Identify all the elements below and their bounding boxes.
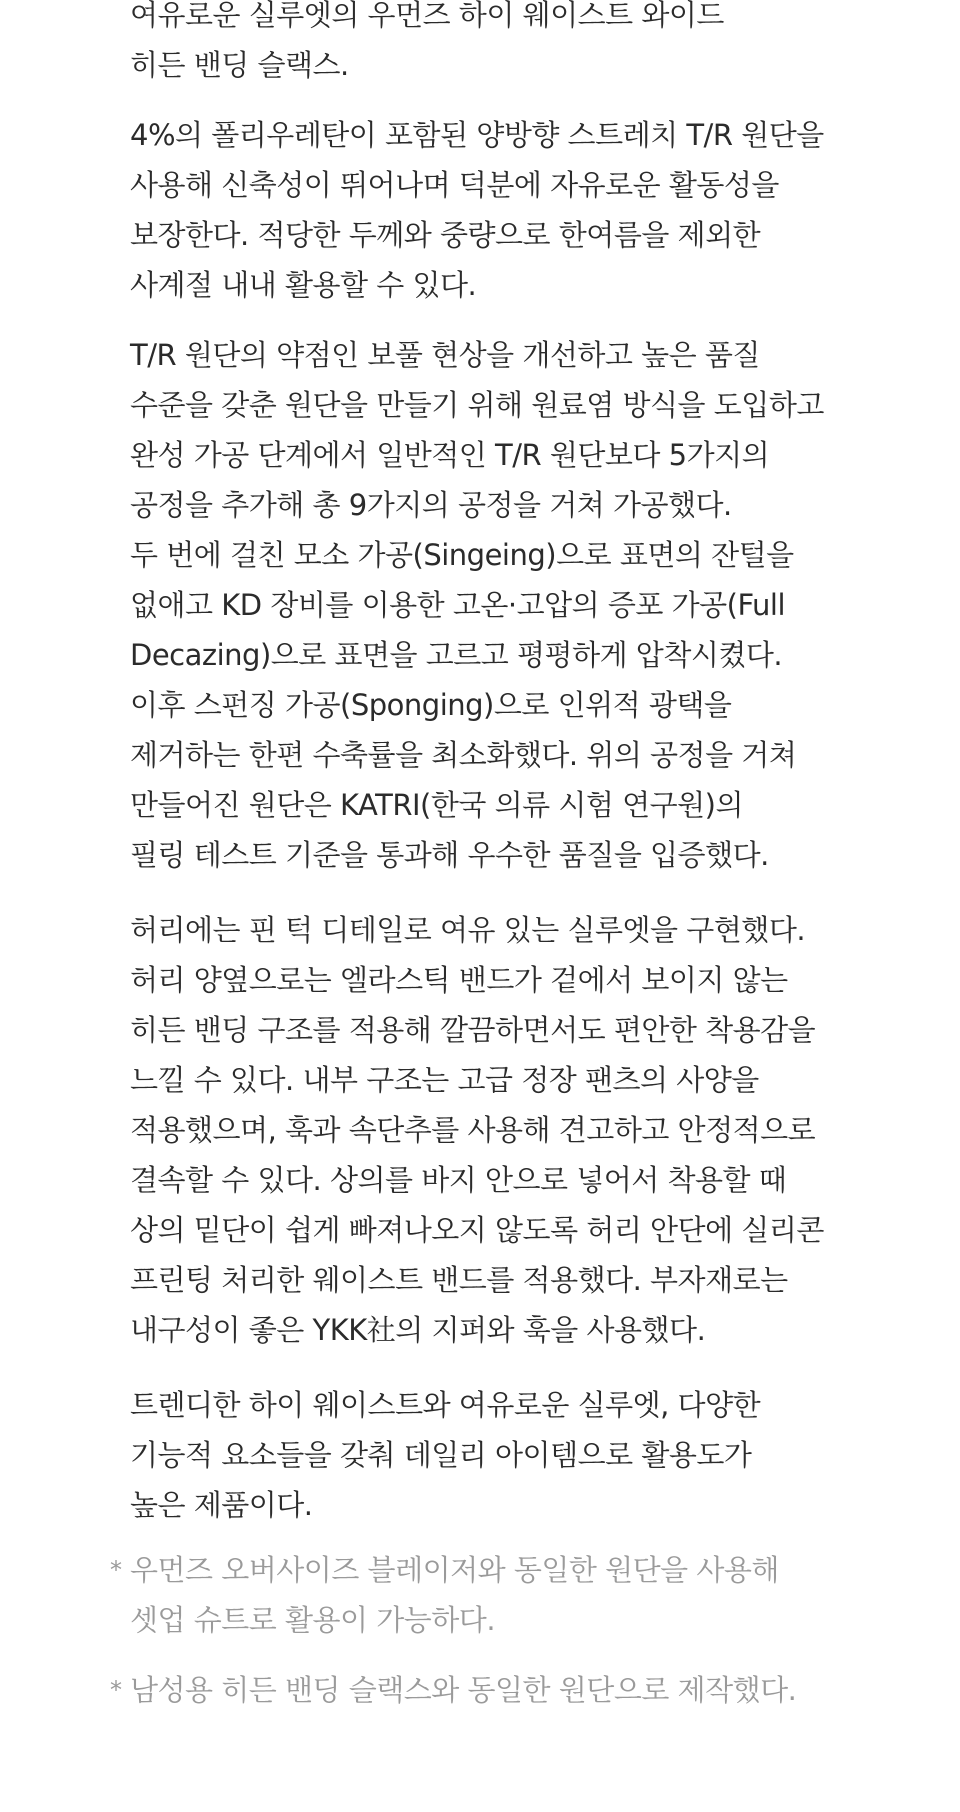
paragraph-line: 완성 가공 단계에서 일반적인 T/R 원단보다 5가지의 — [130, 438, 770, 472]
paragraph-line: 기능적 요소들을 갖춰 데일리 아이템으로 활용도가 — [130, 1438, 752, 1472]
paragraph-line: 없애고 KD 장비를 이용한 고온·고압의 증포 가공(Full — [130, 588, 786, 622]
paragraph-line: 이후 스펀징 가공(Sponging)으로 인위적 광택을 — [130, 688, 732, 722]
paragraph-line: 수준을 갖춘 원단을 만들기 위해 원료염 방식을 도입하고 — [130, 388, 824, 422]
footnote-blazer — [110, 1545, 910, 1645]
paragraph-line: T/R 원단의 약점인 보풀 현상을 개선하고 높은 품질 — [130, 338, 760, 372]
footnote-line — [110, 1545, 910, 1595]
footnote-text: 우먼즈 오버사이즈 블레이저와 동일한 원단을 사용해 — [130, 1553, 779, 1587]
paragraph-waist — [130, 905, 890, 1355]
paragraph-line: 보장한다. 적당한 두께와 중량으로 한여름을 제외한 — [130, 218, 761, 252]
paragraph-line: 사계절 내내 활용할 수 있다. — [130, 268, 477, 302]
paragraph-line: 사용해 신축성이 뛰어나며 덕분에 자유로운 활동성을 — [130, 168, 779, 202]
paragraph-line: 느낄 수 있다. 내부 구조는 고급 정장 팬츠의 사양을 — [130, 1063, 759, 1097]
paragraph-process — [130, 330, 890, 880]
paragraph-line: 적용했으며, 훅과 속단추를 사용해 견고하고 안정적으로 — [130, 1113, 816, 1147]
paragraph-line: 내구성이 좋은 YKK社의 지퍼와 훅을 사용했다. — [130, 1313, 706, 1347]
paragraph-line: 프린팅 처리한 웨이스트 밴드를 적용했다. 부자재로는 — [130, 1263, 788, 1297]
paragraph-line: 여유로운 실루엣의 우먼즈 하이 웨이스트 와이드 — [130, 0, 724, 32]
paragraph-intro — [130, 0, 890, 90]
footnote-text: 남성용 히든 밴딩 슬랙스와 동일한 원단으로 제작했다. — [130, 1673, 797, 1707]
paragraph-line: 필링 테스트 기준을 통과해 우수한 품질을 입증했다. — [130, 838, 769, 872]
paragraph-line: 히든 밴딩 슬랙스. — [130, 48, 349, 82]
asterisk-marker: * — [110, 1676, 122, 1704]
paragraph-line: 제거하는 한편 수축률을 최소화했다. 위의 공정을 거쳐 — [130, 738, 797, 772]
footnote-line: 셋업 슈트로 활용이 가능하다. — [130, 1603, 496, 1637]
paragraph-line: 히든 밴딩 구조를 적용해 깔끔하면서도 편안한 착용감을 — [130, 1013, 816, 1047]
paragraph-line: 높은 제품이다. — [130, 1488, 313, 1522]
paragraph-line: 두 번에 걸친 모소 가공(Singeing)으로 표면의 잔털을 — [130, 538, 794, 572]
paragraph-fabric — [130, 110, 890, 310]
asterisk-marker: * — [110, 1556, 122, 1584]
paragraph-summary — [130, 1380, 890, 1530]
paragraph-line: 트렌디한 하이 웨이스트와 여유로운 실루엣, 다양한 — [130, 1388, 761, 1422]
paragraph-line: 결속할 수 있다. 상의를 바지 안으로 넣어서 착용할 때 — [130, 1163, 787, 1197]
paragraph-line: 허리 양옆으로는 엘라스틱 밴드가 겉에서 보이지 않는 — [130, 963, 788, 997]
paragraph-line: 상의 밑단이 쉽게 빠져나오지 않도록 허리 안단에 실리콘 — [130, 1213, 824, 1247]
paragraph-line: 4%의 폴리우레탄이 포함된 양방향 스트레치 T/R 원단을 — [130, 118, 824, 152]
paragraph-line: 허리에는 핀 턱 디테일로 여유 있는 실루엣을 구현했다. — [130, 913, 806, 947]
paragraph-line: 공정을 추가해 총 9가지의 공정을 거쳐 가공했다. — [130, 488, 732, 522]
paragraph-line: Decazing)으로 표면을 고르고 평평하게 압착시켰다. — [130, 638, 783, 672]
footnote-mens — [110, 1665, 910, 1715]
paragraph-line: 만들어진 원단은 KATRI(한국 의류 시험 연구원)의 — [130, 788, 743, 822]
footnote-line — [110, 1665, 910, 1715]
